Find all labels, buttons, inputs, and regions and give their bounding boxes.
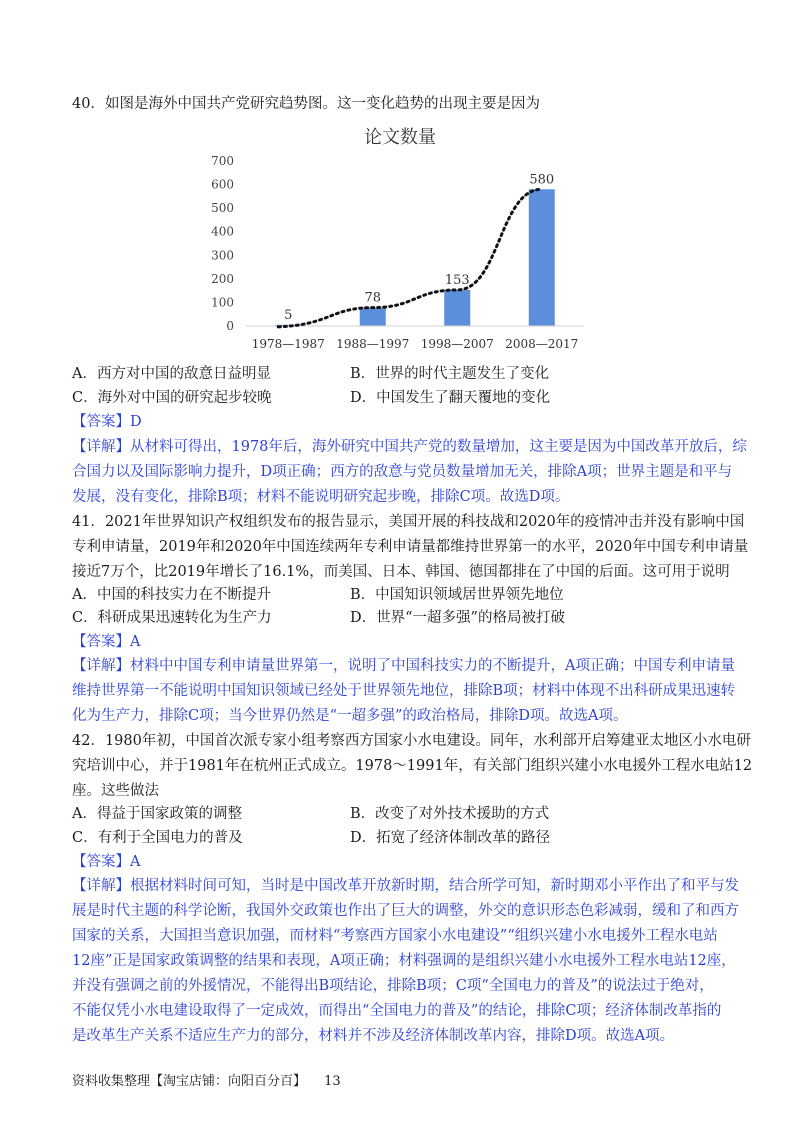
q41-explanation-1: 【详解】材料中中国专利申请量世界第一，说明了中国科技实力的不断提升，A项正确；中国专利申请量 [72, 658, 735, 674]
q41-option-d: D．世界“一超多强”的格局被打破 [350, 610, 565, 626]
q42-stem-2: 究培训中心，并于1981年在杭州正式成立。1978～1991年，有关部门组织兴建小水电援外工程水电站12 [72, 758, 753, 774]
y-tick-label: 300 [211, 248, 234, 263]
y-tick-label: 200 [211, 271, 234, 286]
q41-option-a: A．中国的科技实力在不断提升 [72, 587, 271, 603]
q42-option-b: B．改变了对外技术援助的方式 [350, 806, 550, 822]
q40-option-d: D．中国发生了翻天覆地的变化 [350, 390, 551, 406]
q41-stem-1: 41．2021年世界知识产权组织发布的报告显示，美国开展的科技战和2020年的疫情冲击并没有影响中国 [72, 514, 745, 530]
data-label: 153 [444, 272, 470, 288]
data-labels [284, 172, 554, 323]
q40-answer: 【答案】D [72, 414, 142, 430]
bars [275, 189, 555, 326]
y-tick-label: 700 [211, 154, 234, 168]
x-tick-label: 2008—2017 [505, 337, 579, 350]
y-tick-label: 400 [211, 224, 234, 239]
bar-chart [200, 118, 600, 350]
q42-stem-1: 42．1980年初，中国首次派专家小组考察西方国家小水电建设。同年，水利部开启筹建亚太地区小水电研 [72, 733, 751, 749]
q40-stem: 40．如图是海外中国共产党研究趋势图。这一变化趋势的出现主要是因为 [72, 96, 540, 112]
q41-explanation-3: 化为生产力，排除C项；当今世界仍然是“一超多强”的政治格局，排除D项。故选A项。 [72, 708, 628, 724]
y-tick-label: 500 [211, 201, 234, 216]
q41-option-c: C．科研成果迅速转化为生产力 [72, 610, 272, 626]
data-label: 78 [364, 290, 382, 306]
chart-title: 论文数量 [364, 127, 436, 148]
q40-explanation-2: 合国力以及国际影响力提升，D项正确；西方的敌意与党员数量增加无关，排除A项；世界主题是和平与 [72, 464, 733, 480]
q40-option-c: C．海外对中国的研究起步较晚 [72, 390, 272, 406]
x-tick-label: 1998—2007 [420, 337, 494, 350]
q42-explanation-3: 国家的关系，大国担当意识加强，而材料“考察西方国家小水电建设”“组织兴建小水电援外工程水电站 [72, 928, 718, 944]
q42-explanation-6: 不能仅凭小水电建设取得了一定成效，而得出“全国电力的普及”的结论，排除C项；经济体制改革指的 [72, 1003, 722, 1019]
bar [529, 189, 555, 326]
q42-explanation-7: 是改革生产关系不适应生产力的部分，材料并不涉及经济体制改革内容，排除D项。故选A项。 [72, 1028, 675, 1044]
data-label: 580 [529, 172, 555, 188]
y-tick-label: 0 [226, 319, 234, 333]
y-axis-ticks [211, 154, 234, 333]
q42-explanation-4: 12座”正是国家政策调整的结果和表现，A项正确；材料强调的是组织兴建小水电援外工程水电站12座， [72, 953, 736, 969]
page-footer [72, 1070, 341, 1089]
q42-explanation-5: 并没有强调之前的外援情况，不能得出B项结论，排除B项；C项“全国电力的普及”的说法过于绝对， [72, 978, 714, 994]
bar [444, 290, 470, 326]
q42-explanation-1: 【详解】根据材料时间可知，当时是中国改革开放新时期，结合所学可知，新时期邓小平作出了和平与发 [72, 878, 739, 894]
page-number: 13 [324, 1074, 341, 1089]
x-tick-label: 1978—1987 [251, 337, 325, 350]
y-tick-label: 600 [211, 177, 234, 192]
q41-option-b: B．中国知识领域居世界领先地位 [350, 587, 564, 603]
q42-answer: 【答案】A [72, 854, 141, 870]
q41-stem-3: 接近7万个，比2019年增长了16.1%，而美国、日本、韩国、德国都排在了中国的后面。这可用于说明 [72, 564, 730, 580]
q41-stem-2: 专利申请量，2019年和2020年中国连续两年专利申请量都维持世界第一的水平，2020年中国专利申请量 [72, 539, 749, 555]
x-tick-label: 1988—1997 [336, 337, 410, 350]
q41-answer: 【答案】A [72, 634, 141, 650]
q40-explanation-1: 【详解】从材料可得出，1978年后，海外研究中国共产党的数量增加，这主要是因为中国改革开放后，综 [72, 439, 747, 455]
footer-source: 资料收集整理【淘宝店铺：向阳百分百】 [72, 1074, 307, 1089]
q40-explanation-3: 发展，没有变化，排除B项；材料不能说明研究起步晚，排除C项。故选D项。 [72, 489, 570, 505]
q42-option-d: D．拓宽了经济体制改革的路径 [350, 830, 551, 846]
q41-explanation-2: 维持世界第一不能说明中国知识领域已经处于世界领先地位，排除B项；材料中体现不出科研成果迅速转 [72, 683, 736, 699]
y-tick-label: 100 [211, 295, 234, 310]
x-axis-ticks [252, 337, 579, 350]
q42-option-c: C．有利于全国电力的普及 [72, 830, 243, 846]
q42-option-a: A．得益于国家政策的调整 [72, 806, 242, 822]
q40-option-a: A．西方对中国的敌意日益明显 [72, 366, 271, 382]
data-label: 5 [284, 307, 293, 323]
bar [360, 308, 386, 326]
q42-stem-3: 座。这些做法 [72, 783, 159, 799]
q40-option-b: B．世界的时代主题发生了变化 [350, 366, 550, 382]
q42-explanation-2: 展是时代主题的科学论断，我国外交政策也作出了巨大的调整，外交的意识形态色彩减弱，缓和了和西方 [72, 903, 739, 919]
trendline [278, 189, 542, 327]
